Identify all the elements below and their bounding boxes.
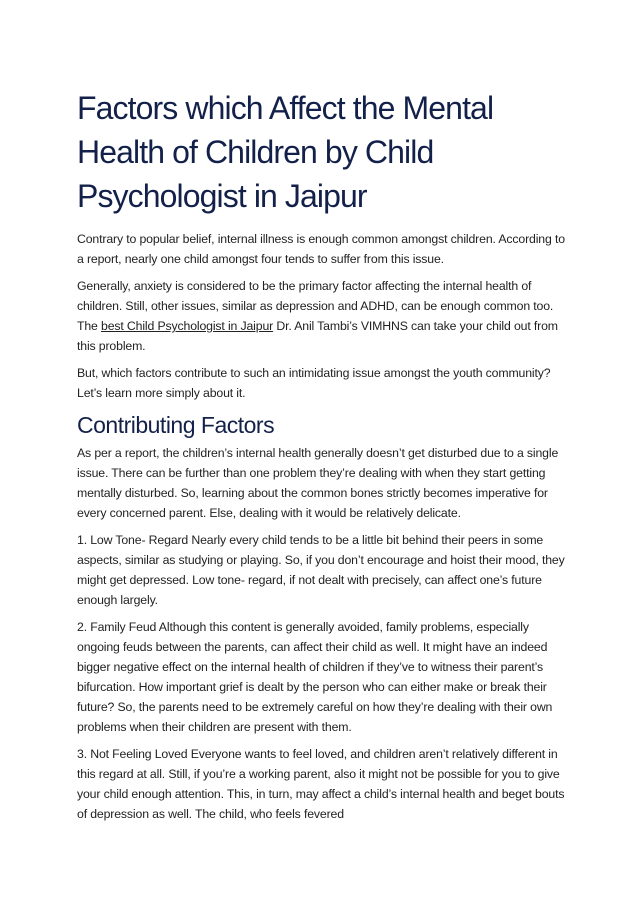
article-title: Factors which Affect the Mental Health of Children by Child Psychologist in Jaipur (77, 90, 494, 214)
section-paragraph-1: As per a report, the children’s internal health generally doesn’t get disturbed due to a single issue. There can be further than one problem they’re dealing with when they start getting mentally disturbed. So, learning about the common bones strictly becomes imperative for every concerned parent. Else, dealing with it would be relatively delicate. (77, 446, 559, 520)
intro-paragraph-2 (77, 276, 569, 356)
child-psychologist-link[interactable]: best Child Psychologist in Jaipur (101, 319, 274, 333)
factor-family-feud: 2. Family Feud Although this content is generally avoided, family problems, especially ongoing feuds between the parents, can affect their child as well. It might have an indeed bigger negative effect on the internal health of children if they’ve to witness their parent’s bifurcation. How important grief is dealt by the person who can either make or break their future? So, the parents need to be extremely careful on how they’re dealing with their own problems when their children are present with them. (77, 620, 553, 734)
intro-paragraph-2-text-before: Generally, anxiety is considered to be the primary factor affecting the internal health of children. Still, other issues, similar as depression and ADHD, can be enough common too. The (77, 279, 554, 333)
article-body (77, 86, 569, 831)
factor-low-tone: 1. Low Tone- Regard Nearly every child tends to be a little bit behind their peers in some aspects, similar as studying or playing. So, if you don’t encourage and hoist their mood, they might get depressed. Low tone- regard, if not dealt with precisely, can affect one’s future enough largely. (77, 533, 565, 607)
factor-not-feeling-loved: 3. Not Feeling Loved Everyone wants to feel loved, and children aren’t relatively different in this regard at all. Still, if you’re a working parent, also it might not be possible for you to give your child enough attention. This, in turn, may affect a child’s internal health and beget bouts of depression as well. The child, who feels fevered (77, 747, 565, 821)
intro-paragraph-1: Contrary to popular belief, internal illness is enough common amongst children. According to a report, nearly one child amongst four tends to suffer from this issue. (77, 232, 565, 266)
intro-paragraph-2-text-after: Dr. Anil Tambi’s VIMHNS can take your child out from this problem. (77, 319, 558, 353)
intro-paragraph-3: But, which factors contribute to such an intimidating issue amongst the youth community? Let’s learn more simply about it. (77, 366, 551, 400)
section-heading: Contributing Factors (77, 412, 275, 438)
